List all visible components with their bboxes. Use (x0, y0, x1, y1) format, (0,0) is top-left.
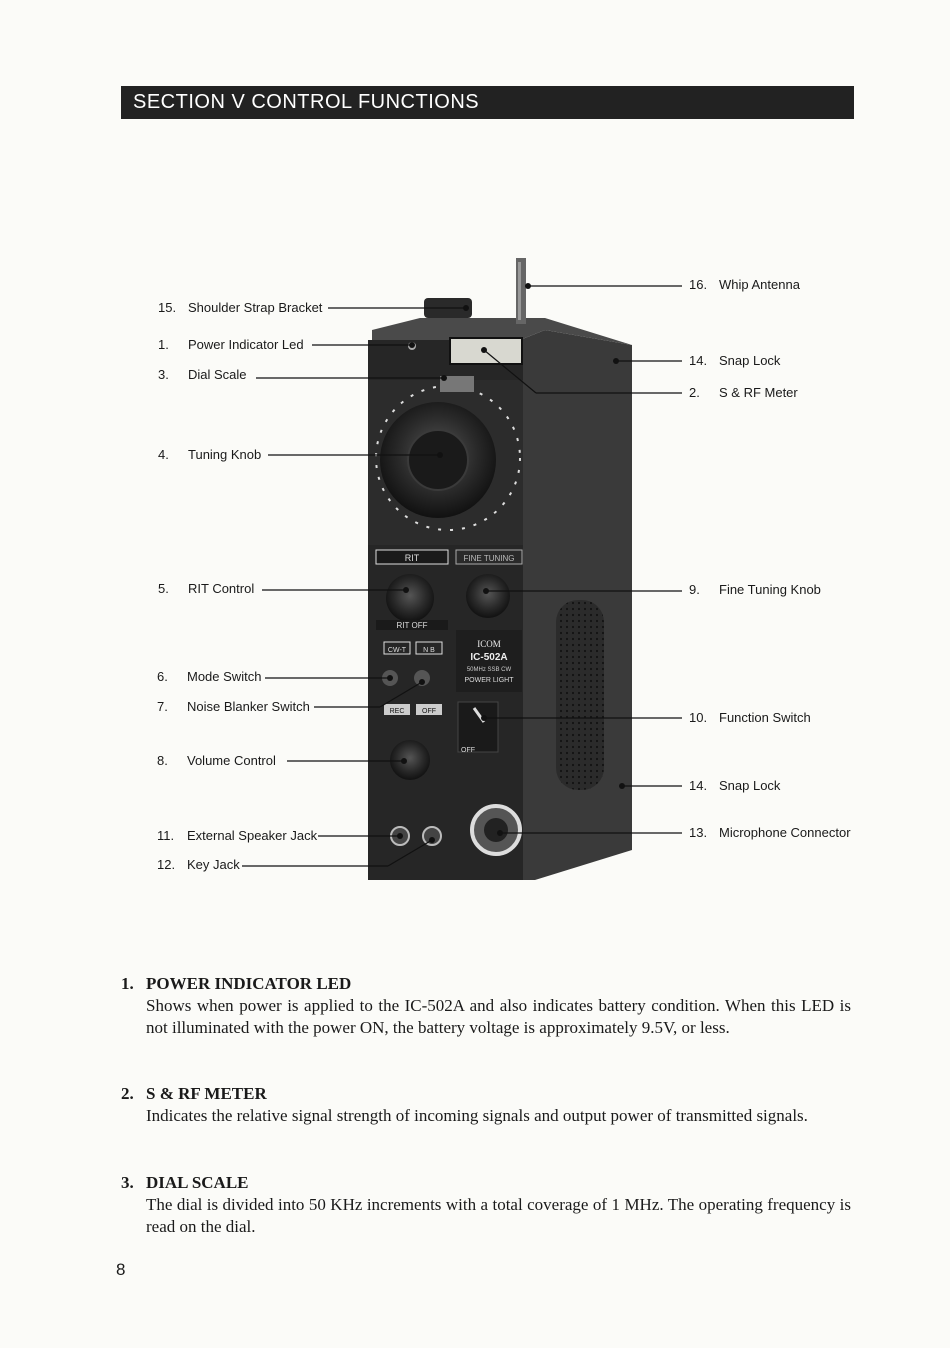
cw-t-marking: CW-T (387, 647, 407, 654)
section-heading (121, 1172, 851, 1194)
callout-label: Snap Lock (719, 778, 781, 793)
section-body: Shows when power is applied to the IC-502A and also indicates battery condition. When this LED is not illuminated with the power ON, the battery voltage is approximately 9.5V, or less. (146, 996, 851, 1037)
section-power-indicator-led (121, 973, 851, 1039)
callout-number: 10. (689, 710, 708, 725)
section-heading-text: POWER INDICATOR LED (146, 974, 352, 993)
callout-number: 4. (158, 447, 169, 462)
section-body: Indicates the relative signal strength of incoming signals and output power of transmitted signals. (146, 1106, 808, 1125)
page-number: 8 (116, 1260, 126, 1279)
callout-number: 15. (158, 300, 177, 315)
callout-label: Shoulder Strap Bracket (188, 300, 323, 315)
callout-label: Dial Scale (188, 367, 247, 382)
callout-microphone-connector (689, 825, 851, 841)
callout-number: 14. (689, 778, 708, 793)
section-heading (121, 1083, 851, 1105)
callout-label: Mode Switch (187, 669, 262, 684)
callout-label: External Speaker Jack (187, 828, 318, 843)
callout-number: 2. (689, 385, 700, 400)
section-number: 3. (121, 1173, 134, 1192)
callout-label: Noise Blanker Switch (187, 699, 310, 714)
callout-number: 1. (158, 337, 169, 352)
callout-noise-blanker-switch (157, 699, 310, 715)
callout-snap-lock-bottom (689, 778, 780, 794)
power-light-marking: POWER LIGHT (464, 677, 514, 684)
volume-knob-shape (390, 740, 430, 780)
callout-label: Whip Antenna (719, 277, 800, 292)
callout-number: 8. (157, 753, 168, 768)
fine-tuning-knob-shape (466, 574, 510, 618)
callout-label: RIT Control (188, 581, 255, 596)
callout-function-switch (689, 710, 811, 726)
callout-number: 9. (689, 582, 700, 597)
callout-label: Volume Control (187, 753, 276, 768)
section-number: 1. (121, 974, 134, 993)
callout-volume-control (157, 753, 276, 769)
callout-label: Function Switch (719, 710, 811, 725)
callout-label: Microphone Connector (719, 825, 851, 840)
section-heading-text: S & RF METER (146, 1084, 267, 1103)
callout-fine-tuning-knob (689, 582, 821, 598)
section-heading (121, 973, 851, 995)
rec-marking: REC (389, 708, 405, 715)
section-number: 2. (121, 1084, 134, 1103)
nb-marking: N B (423, 647, 435, 654)
callout-mode-switch (157, 669, 261, 685)
callout-label: Snap Lock (719, 353, 781, 368)
function-switch-shape (458, 702, 498, 752)
off2-marking: OFF (461, 747, 475, 754)
callout-number: 16. (689, 277, 708, 292)
off-marking: OFF (422, 708, 436, 715)
callout-shoulder-strap-bracket (158, 300, 322, 316)
callout-label: Tuning Knob (188, 447, 262, 462)
callout-rit-control (158, 581, 254, 597)
callout-external-speaker-jack (157, 828, 317, 844)
speaker-grille (556, 600, 604, 790)
callout-number: 7. (157, 699, 168, 714)
callout-number: 3. (158, 367, 169, 382)
callout-number: 13. (689, 825, 708, 840)
fine-tuning-marking: FINE TUNING (463, 554, 515, 563)
callout-snap-lock-top (689, 353, 780, 369)
section-title: SECTION V CONTROL FUNCTIONS (133, 91, 480, 113)
rit-marking: RIT (404, 553, 420, 563)
band-marking: 50MHz SSB CW (466, 667, 512, 673)
section-s-rf-meter (121, 1083, 851, 1127)
callout-power-indicator-led (158, 337, 304, 353)
callout-number: 11. (157, 828, 175, 843)
brand-marking: ICOM (477, 639, 501, 649)
callout-key-jack (157, 857, 240, 873)
model-marking: IC-502A (470, 652, 508, 663)
rit-off-marking: RIT OFF (396, 621, 428, 630)
callout-label: Fine Tuning Knob (719, 582, 821, 597)
callout-number: 12. (157, 857, 176, 872)
section-heading-text: DIAL SCALE (146, 1173, 249, 1192)
callout-whip-antenna (689, 277, 800, 293)
callout-label: S & RF Meter (719, 385, 798, 400)
section-body: The dial is divided into 50 KHz increments with a total coverage of 1 MHz. The operating frequency is read on the dial. (146, 1195, 851, 1236)
callout-number: 14. (689, 353, 708, 368)
callout-number: 5. (158, 581, 169, 596)
callout-label: Power Indicator Led (188, 337, 304, 352)
callout-number: 6. (157, 669, 168, 684)
callout-tuning-knob (158, 447, 261, 463)
callout-dial-scale (158, 367, 247, 383)
section-dial-scale (121, 1172, 851, 1238)
rit-knob-shape (386, 574, 434, 622)
callout-label: Key Jack (187, 857, 240, 872)
callout-s-rf-meter (689, 385, 798, 401)
